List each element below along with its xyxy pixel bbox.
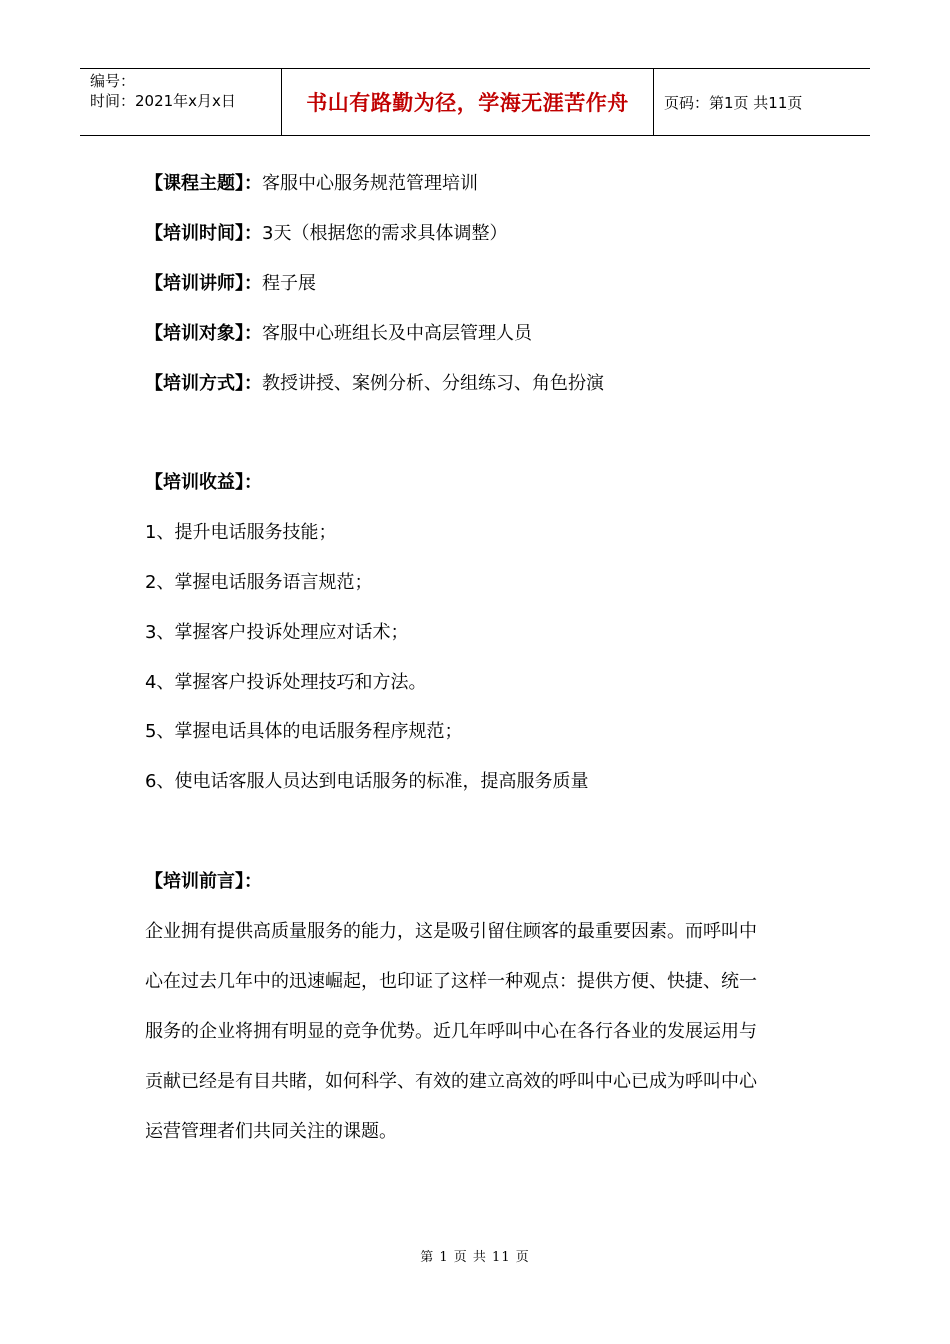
header-meta-cell [80,69,282,135]
benefit-item: 3、掌握客户投诉处理应对话术； [145,622,409,643]
info-row-method [145,372,604,396]
document-header [80,68,870,136]
info-label: 【课程主题】： [145,173,262,194]
info-value: 程子展 [262,273,316,294]
header-page-info: 页码：第1页 共11页 [664,93,803,112]
info-row-audience [145,322,532,346]
preface-line: 心在过去几年中的迅速崛起，也印证了这样一种观点：提供方便、快捷、统一 [145,971,757,992]
document-time-label: 时间：2021年x月x日 [90,92,236,110]
header-motto: 书山有路勤为径，学海无涯苦作舟 [306,91,629,115]
page-footer: 第 1 页 共 11 页 [420,1250,530,1265]
info-row-time [145,222,507,246]
info-row-topic [145,172,478,196]
info-value: 3天（根据您的需求具体调整） [262,223,508,244]
preface-line: 服务的企业将拥有明显的竞争优势。近几年呼叫中心在各行各业的发展运用与 [145,1021,757,1042]
info-value: 客服中心班组长及中高层管理人员 [262,323,532,344]
preface-line: 企业拥有提供高质量服务的能力，这是吸引留住顾客的最重要因素。而呼叫中 [145,921,757,942]
benefit-item: 6、使电话客服人员达到电话服务的标准，提高服务质量 [145,771,589,792]
info-label: 【培训方式】： [145,373,262,394]
info-label: 【培训对象】： [145,323,262,344]
info-row-lecturer [145,272,316,296]
benefit-item: 2、掌握电话服务语言规范； [145,572,373,593]
preface-line: 贡献已经是有目共睹，如何科学、有效的建立高效的呼叫中心已成为呼叫中心 [145,1071,757,1092]
header-page-cell [654,69,870,135]
info-label: 【培训时间】： [145,223,262,244]
benefits-heading: 【培训收益】： [145,472,262,493]
info-label: 【培训讲师】： [145,273,262,294]
benefit-item: 4、掌握客户投诉处理技巧和方法。 [145,672,427,693]
info-value: 客服中心服务规范管理培训 [262,173,478,194]
info-value: 教授讲授、案例分析、分组练习、角色扮演 [262,373,604,394]
benefit-item: 1、提升电话服务技能； [145,522,337,543]
document-number-label: 编号： [90,72,136,90]
header-motto-cell [282,69,654,135]
benefit-item: 5、掌握电话具体的电话服务程序规范； [145,721,463,742]
preface-heading: 【培训前言】： [145,871,262,892]
preface-line: 运营管理者们共同关注的课题。 [145,1121,397,1142]
